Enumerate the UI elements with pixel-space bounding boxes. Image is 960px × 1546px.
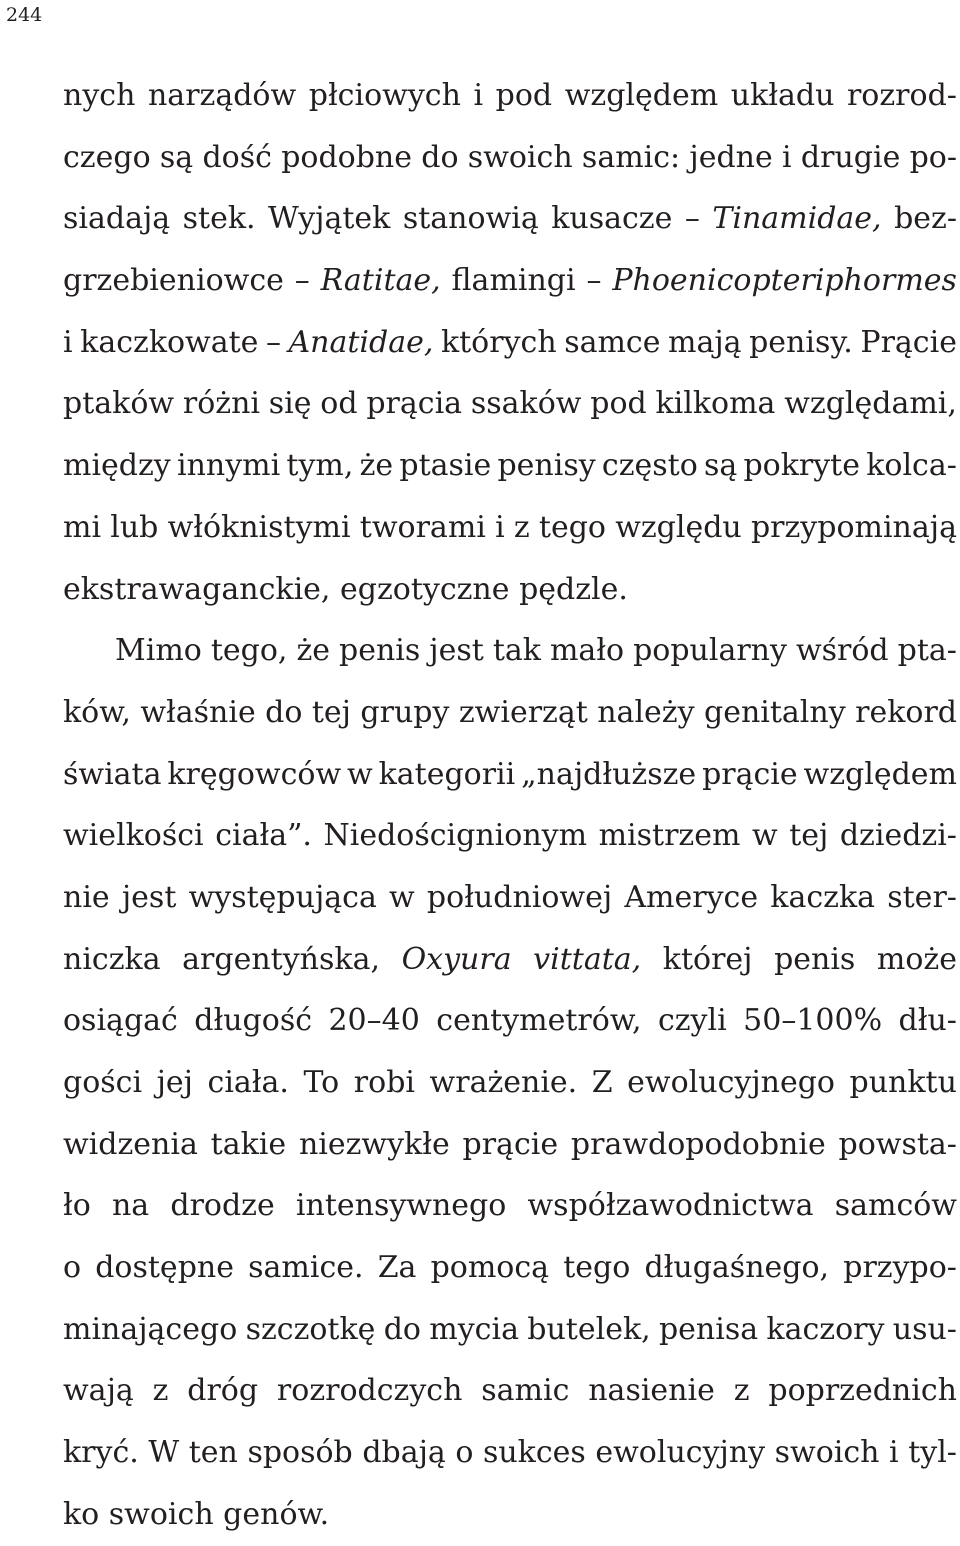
word: czego — [63, 139, 151, 175]
text-line — [63, 990, 957, 1052]
text-line — [63, 65, 957, 127]
word: Ratitae, — [320, 263, 441, 299]
text-line — [63, 682, 957, 744]
word: W — [148, 1435, 180, 1471]
word: niezwykłe — [298, 1126, 450, 1162]
word: Oxyura — [401, 941, 512, 977]
word: Mimo — [115, 633, 202, 669]
word: prącie — [462, 1126, 559, 1162]
word: takie — [210, 1126, 287, 1162]
word: do — [421, 139, 459, 175]
word: jedne — [689, 139, 773, 175]
word: południowej — [426, 879, 613, 915]
word: powsta- — [838, 1126, 957, 1162]
word: ewolucyjnego — [627, 1065, 835, 1100]
word: Z — [591, 1065, 613, 1100]
word: stek. — [182, 201, 256, 237]
word: 50–100% — [743, 1003, 883, 1039]
word: z — [513, 509, 530, 545]
word: penisa — [658, 1311, 759, 1347]
word: ków, — [63, 694, 131, 730]
text-line — [63, 312, 957, 374]
word: do — [265, 694, 303, 730]
word: kolca- — [866, 448, 957, 484]
word: penisy — [497, 448, 596, 484]
word: sposób — [247, 1435, 353, 1471]
word: „najdłuższe — [521, 756, 697, 792]
word: – — [294, 263, 310, 299]
word: włóknistymi — [167, 509, 351, 545]
word: względu — [615, 509, 742, 545]
word: ekstrawaganckie, — [63, 571, 340, 607]
text-line — [63, 867, 957, 929]
word: prącia — [366, 386, 463, 422]
word: względem — [803, 756, 957, 792]
word: ło — [63, 1188, 91, 1224]
word: na — [111, 1188, 150, 1224]
word: tym, — [286, 448, 354, 484]
word: samic: — [581, 139, 681, 175]
word: rekord — [855, 694, 957, 730]
word: ewolucyjny — [595, 1435, 766, 1471]
word: grzebieniowce — [63, 263, 284, 299]
word: są — [159, 139, 194, 175]
word: występująca — [188, 879, 377, 915]
word: pod — [495, 78, 553, 113]
text-line — [63, 1052, 957, 1114]
word: dostępne — [95, 1250, 234, 1286]
word: prącie — [702, 756, 798, 792]
word: w — [751, 818, 778, 854]
word: przypo- — [843, 1250, 957, 1286]
word: ssaków — [470, 386, 582, 422]
word: rozrodczych — [276, 1373, 463, 1409]
word: jest — [429, 633, 484, 669]
word: sukces — [482, 1435, 586, 1471]
word: że — [296, 633, 331, 669]
word: popularny — [633, 633, 787, 669]
word: ten — [188, 1435, 238, 1471]
word: Ameryce — [624, 879, 759, 915]
word: nych — [63, 78, 136, 113]
word: pta- — [897, 633, 957, 669]
word: egzotyczne — [340, 571, 520, 607]
word: tej — [789, 818, 829, 854]
word: tej — [311, 694, 351, 730]
word: się — [268, 386, 312, 422]
word: osiągać — [63, 1003, 178, 1039]
word: wśród — [795, 633, 889, 669]
text-line — [63, 435, 957, 497]
word: względem — [564, 78, 719, 113]
word: wrażenie. — [429, 1065, 578, 1100]
word: układu — [730, 78, 835, 113]
word: współzawodnictwa — [527, 1188, 814, 1224]
word: tego, — [210, 633, 288, 669]
word: szczotkę — [245, 1311, 376, 1347]
word: drugie — [800, 139, 901, 175]
word: po- — [909, 139, 957, 175]
word: – — [684, 201, 700, 237]
word: robi — [353, 1065, 415, 1100]
word: różni — [182, 386, 260, 422]
word: świata — [63, 756, 162, 792]
word: i — [495, 509, 505, 545]
text-line — [63, 188, 957, 250]
word: innymi — [176, 448, 281, 484]
word: genów. — [223, 1496, 330, 1532]
word: czyli — [657, 1003, 727, 1039]
word: płciowych — [308, 78, 461, 113]
word: rozrod- — [846, 78, 957, 113]
word: Prącie — [860, 324, 957, 360]
text-line — [63, 1175, 957, 1237]
word: względami, — [784, 386, 957, 422]
word: mają — [668, 324, 742, 360]
word: dłu- — [898, 1003, 957, 1039]
word: grupy — [360, 694, 450, 730]
word: 20–40 — [328, 1003, 420, 1039]
word: kaczory — [766, 1311, 885, 1347]
word: Wyjątek — [268, 201, 391, 237]
text-line — [63, 620, 957, 682]
word: ciała”. — [215, 818, 312, 854]
word: podobne — [281, 139, 412, 175]
word: mistrzem — [598, 818, 741, 854]
word: flamingi — [451, 263, 576, 299]
word: pędzle. — [519, 571, 628, 607]
word: swoich — [774, 1435, 880, 1471]
word: kaczkowate — [80, 324, 259, 360]
word: tak — [492, 633, 541, 669]
word: Phoenicopteriphormes — [612, 263, 957, 299]
word: przypominają — [750, 509, 957, 545]
word: właśnie — [140, 694, 256, 730]
word: w — [347, 756, 373, 792]
word: vittata, — [533, 941, 642, 977]
word: samice. — [248, 1250, 364, 1286]
word: Anatidae, — [288, 324, 434, 360]
word: – — [586, 263, 602, 299]
word: że — [359, 448, 394, 484]
word: wielkości — [63, 818, 204, 854]
word: ptaków — [63, 386, 175, 422]
word: swoich — [467, 139, 573, 175]
text-line — [63, 744, 957, 806]
word: niczka — [63, 941, 161, 977]
word: Tinamidae, — [712, 201, 882, 237]
word: To — [303, 1065, 340, 1100]
word: gości — [63, 1065, 143, 1100]
text-line — [63, 1360, 957, 1422]
word: zwierząt — [458, 694, 588, 730]
word: o — [63, 1250, 82, 1286]
word: są — [703, 448, 738, 484]
word: może — [876, 941, 957, 977]
word: i — [889, 1435, 899, 1471]
word: często — [601, 448, 698, 484]
word: jest — [121, 879, 177, 915]
word: poprzednich — [768, 1373, 957, 1409]
word: ko — [63, 1496, 109, 1532]
word: dość — [202, 139, 272, 175]
word: penis — [774, 941, 856, 977]
word: punktu — [849, 1065, 957, 1100]
word: usu- — [892, 1311, 957, 1347]
word: minającego — [63, 1311, 238, 1347]
word: i — [473, 78, 484, 113]
word: samce — [564, 324, 661, 360]
word: ptasie — [399, 448, 492, 484]
word: w — [389, 879, 415, 915]
word: między — [63, 448, 171, 484]
word: tworami — [359, 509, 486, 545]
word: z — [152, 1373, 169, 1409]
word: – — [265, 324, 281, 360]
word: kryć. — [63, 1435, 139, 1471]
word: genitalny — [703, 694, 846, 730]
word: drodze — [170, 1188, 275, 1224]
word: o — [455, 1435, 474, 1471]
text-line — [63, 929, 957, 991]
word: długaśnego, — [644, 1250, 830, 1286]
word: mycia — [429, 1311, 519, 1347]
word: ster- — [887, 879, 957, 915]
text-line — [63, 127, 957, 189]
word: samic — [481, 1373, 570, 1409]
word: i — [63, 324, 73, 360]
word: z — [733, 1373, 750, 1409]
word: butelek, — [527, 1311, 651, 1347]
text-line — [63, 1422, 957, 1484]
word: lub — [110, 509, 159, 545]
word: dbają — [362, 1435, 446, 1471]
text-line — [63, 497, 957, 559]
word: tego — [538, 509, 606, 545]
word: których — [440, 324, 557, 360]
word: kusacze — [551, 201, 673, 237]
word: penisy. — [749, 324, 853, 360]
body-text — [63, 65, 957, 1546]
word: wają — [63, 1373, 134, 1409]
text-line — [63, 805, 957, 867]
word: ciała. — [207, 1065, 289, 1100]
word: tego — [563, 1250, 631, 1286]
text-line — [63, 1299, 957, 1361]
page-number: 244 — [6, 4, 43, 26]
word: penis — [339, 633, 421, 669]
word: centymetrów, — [436, 1003, 642, 1039]
text-line — [63, 1484, 957, 1546]
word: kręgowców — [167, 756, 342, 792]
word: jej — [156, 1065, 193, 1100]
word: nasienie — [588, 1373, 715, 1409]
word: samców — [834, 1188, 957, 1224]
word: widzenia — [63, 1126, 198, 1162]
word: swoich — [108, 1496, 224, 1532]
word: kilkoma — [655, 386, 776, 422]
word: mi — [63, 509, 102, 545]
word: do — [383, 1311, 421, 1347]
text-line — [63, 559, 957, 621]
word: stanowią — [402, 201, 539, 237]
word: pokryte — [743, 448, 860, 484]
word: pod — [590, 386, 647, 422]
word: siadają — [63, 201, 171, 237]
word: dróg — [187, 1373, 259, 1409]
word: dziedzi- — [839, 818, 957, 854]
word: Za — [377, 1250, 417, 1286]
text-line — [63, 1237, 957, 1299]
word: i — [782, 139, 792, 175]
word: intensywnego — [295, 1188, 507, 1224]
word: długość — [194, 1003, 313, 1039]
word: tyl- — [908, 1435, 957, 1471]
word: pomocą — [430, 1250, 550, 1286]
word: od — [320, 386, 358, 422]
word: mało — [549, 633, 625, 669]
word: należy — [597, 694, 695, 730]
word: narządów — [147, 78, 297, 113]
text-line — [63, 373, 957, 435]
word: kategorii — [378, 756, 516, 792]
word: argentyńska, — [182, 941, 380, 977]
word: której — [662, 941, 753, 977]
word: bez- — [894, 201, 957, 237]
text-line — [63, 250, 957, 312]
text-line — [63, 1114, 957, 1176]
word: prawdopodobnie — [570, 1126, 826, 1162]
word: Niedoścignionym — [323, 818, 588, 854]
word: kaczka — [770, 879, 876, 915]
word: nie — [63, 879, 110, 915]
